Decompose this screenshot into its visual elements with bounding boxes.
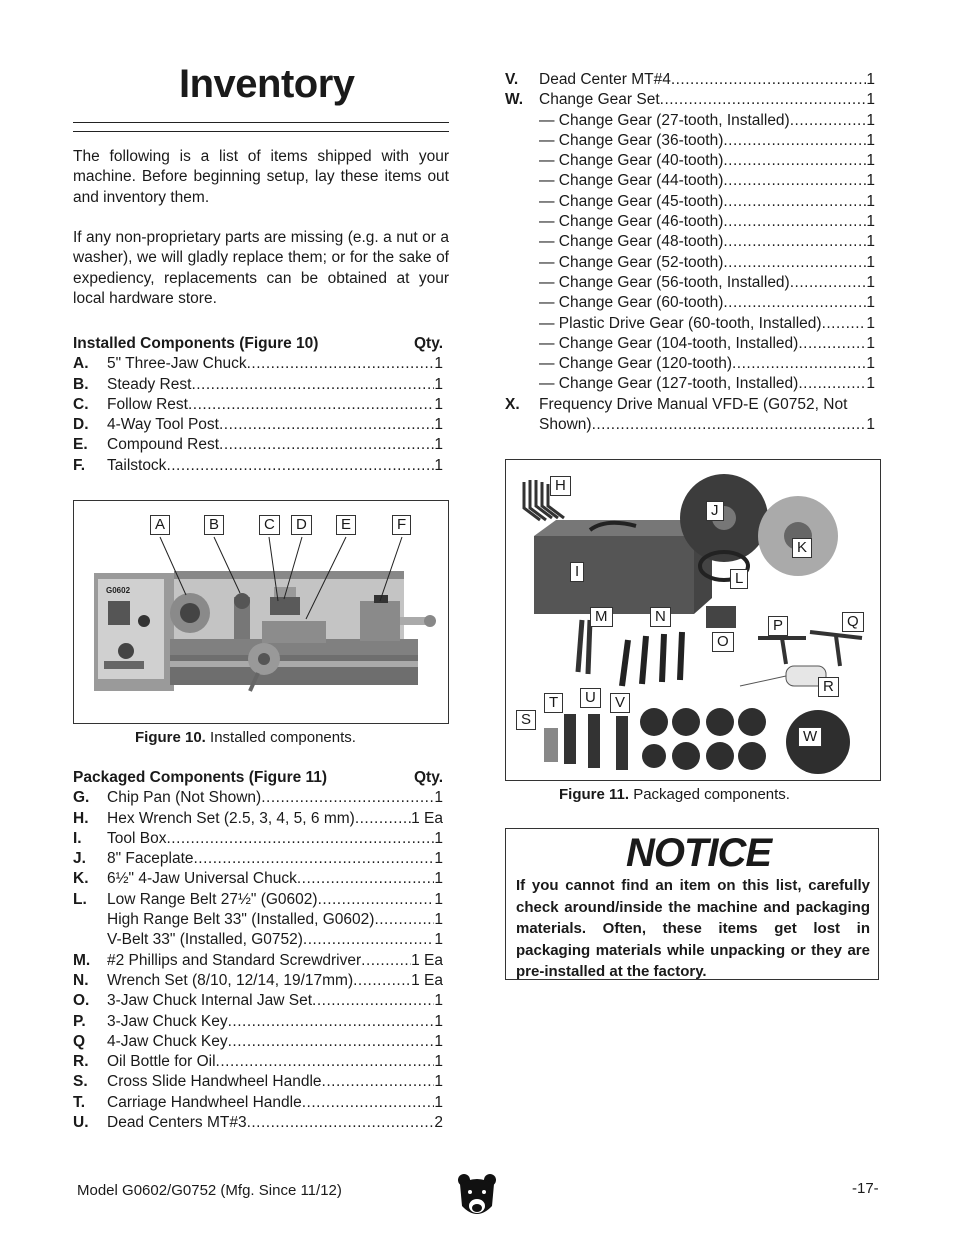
wrench-set (622, 632, 682, 686)
list-item-label: Follow Rest (107, 395, 188, 413)
installed-header (73, 334, 443, 354)
figure-11-tag-s: S (516, 710, 536, 730)
list-item-qty: 1 (866, 416, 875, 434)
list-item (505, 90, 875, 110)
intro-paragraph-2: If any non-proprietary parts are missing (e.g. a nut or a washer), we will gladly replace them; or for the sake of expediency, replacements can be obtained at your local hardware store. (73, 229, 449, 307)
list-item-qty: 1 (434, 890, 443, 908)
list-item-key (505, 232, 539, 252)
list-item-key: R. (73, 1053, 89, 1071)
list-item-qty: 1 (866, 294, 875, 312)
figure-11-caption (559, 786, 790, 803)
list-item-key (73, 930, 107, 950)
list-item (73, 849, 443, 869)
leader-dots (303, 930, 434, 950)
list-item-label: — Plastic Drive Gear (60-tooth, Installed) (539, 314, 822, 332)
leader-dots (723, 232, 866, 252)
leader-dots (219, 435, 434, 455)
list-item (73, 456, 443, 476)
list-item-label: — Change Gear (45-tooth) (539, 192, 724, 210)
list-item (505, 131, 875, 151)
list-item-label: — Change Gear (60-tooth) (539, 294, 724, 312)
list-item (73, 971, 443, 991)
list-item-label: Compound Rest (107, 436, 220, 454)
list-item-key: A. (73, 355, 89, 373)
list-item-key: H. (73, 809, 89, 827)
list-item-key: L. (73, 890, 87, 908)
figure-11-tag-w: W (798, 727, 822, 747)
leader-dots (166, 456, 434, 476)
list-item-key: I. (73, 829, 82, 847)
list-item-label: — Change Gear (104-tooth, Installed) (539, 334, 799, 352)
list-item-label: #2 Phillips and Standard Screwdriver (107, 951, 362, 969)
list-item-qty: 1 (434, 375, 443, 393)
list-item-key: D. (73, 416, 89, 434)
list-item-qty: 1 (434, 931, 443, 949)
notice-box (505, 828, 879, 980)
list-item (73, 930, 443, 950)
list-item-qty: 1 (434, 416, 443, 434)
list-item-key (505, 334, 539, 354)
packaged-components-list (73, 768, 443, 1133)
figure-11-tag-o: O (712, 632, 734, 652)
figure-11-tag-k: K (792, 538, 812, 558)
figure-11-tag-i: I (570, 562, 584, 582)
leader-dots (247, 1113, 435, 1133)
list-item (73, 415, 443, 435)
list-item-qty: 1 (434, 1032, 443, 1050)
page-number: -17- (852, 1180, 879, 1197)
figure-11-caption-text: Packaged components. (629, 786, 790, 803)
leader-dots (723, 192, 866, 212)
tailstock (360, 601, 400, 641)
list-item (505, 354, 875, 374)
list-item-key (505, 111, 539, 131)
leader-dots (318, 890, 435, 910)
list-item-label: 4-Way Tool Post (107, 416, 219, 434)
list-item-key: B. (73, 375, 89, 393)
leader-dots (297, 869, 435, 889)
list-item-key: W. (505, 91, 524, 109)
list-item-label: — Change Gear (46-tooth) (539, 213, 724, 231)
list-item (73, 1072, 443, 1092)
leader-dots (322, 1072, 435, 1092)
chuck-keys (758, 632, 862, 666)
list-item-label: — Change Gear (127-tooth, Installed) (539, 375, 799, 393)
figure-11-tag-l: L (730, 569, 748, 589)
list-item-label: — Change Gear (27-tooth, Installed) (539, 111, 790, 129)
list-item-qty: 1 (434, 1073, 443, 1091)
leader-dots (261, 788, 434, 808)
figure-11-tag-r: R (818, 677, 839, 697)
list-item (505, 273, 875, 293)
list-item-qty: 1 (434, 1053, 443, 1071)
list-item-key: G. (73, 789, 90, 807)
leader-dots (216, 1052, 435, 1072)
list-item (73, 991, 443, 1011)
list-item (73, 788, 443, 808)
list-item-key (505, 212, 539, 232)
list-item-key (505, 131, 539, 151)
packaged-header (73, 768, 443, 788)
figure-10-box (73, 500, 449, 724)
list-item-qty: 1 (434, 911, 443, 929)
leader-dots (219, 415, 434, 435)
page-title: Inventory (179, 62, 355, 106)
figure-11-tag-t: T (544, 693, 563, 713)
figure-11-tag-j: J (706, 501, 724, 521)
leader-dots (247, 354, 435, 374)
list-item-qty: 1 (434, 355, 443, 373)
leader-dots (732, 354, 866, 374)
figure-11-tag-u: U (580, 688, 601, 708)
figure-10-tag-d: D (291, 515, 312, 535)
list-item (505, 253, 875, 273)
list-item-qty: 1 (866, 253, 875, 271)
list-item-qty: 1 (434, 992, 443, 1010)
list-item-label: Wrench Set (8/10, 12/14, 19/17mm) (107, 971, 354, 989)
list-item-label: Tailstock (107, 456, 167, 474)
list-item-qty: 1 (866, 334, 875, 352)
list-item-qty: 1 (866, 172, 875, 190)
list-item-qty: 1 Ea (411, 971, 443, 989)
leader-dots (822, 314, 867, 334)
list-item-qty: 1 (866, 314, 875, 332)
right-components-list (505, 70, 875, 435)
leader-dots (723, 212, 866, 232)
list-item-label: 5" Three-Jaw Chuck (107, 355, 247, 373)
list-item (73, 809, 443, 829)
list-item-qty: 2 (434, 1114, 443, 1132)
list-item-key: X. (505, 395, 520, 413)
list-item (73, 1012, 443, 1032)
list-item (505, 293, 875, 313)
list-item-qty: 1 (434, 789, 443, 807)
list-item-key: V. (505, 71, 519, 88)
leader-dots (798, 334, 866, 354)
list-item-label: Frequency Drive Manual VFD-E (G0752, Not (539, 395, 848, 413)
list-item (73, 910, 443, 930)
list-item-x-cont (505, 415, 875, 435)
packaged-components-image (506, 460, 880, 780)
tool-box (534, 536, 694, 614)
figure-10-tag-a: A (150, 515, 170, 535)
packaged-header-label: Packaged Components (Figure 11) (73, 769, 328, 786)
list-item-label: 3-Jaw Chuck Internal Jaw Set (107, 992, 313, 1010)
leader-dots (660, 90, 867, 110)
list-item-label: — Change Gear (52-tooth) (539, 253, 724, 271)
dead-centers (588, 714, 600, 768)
list-item-key (73, 910, 107, 930)
list-item-qty: 1 (866, 355, 875, 373)
list-item-key (505, 293, 539, 313)
list-item-label: Dead Centers MT#3 (107, 1114, 247, 1132)
list-item-qty: 1 (866, 192, 875, 210)
list-item (505, 374, 875, 394)
list-item-key (505, 151, 539, 171)
list-item-qty: 1 (866, 111, 875, 129)
notice-heading: NOTICE (626, 831, 772, 875)
installed-qty-header: Qty. (414, 335, 443, 352)
list-item (73, 951, 443, 971)
leader-dots (355, 809, 411, 829)
footer-model: Model G0602/G0752 (Mfg. Since 11/12) (77, 1182, 342, 1199)
screwdrivers (578, 620, 582, 672)
list-item-label: Change Gear Set (539, 91, 660, 109)
leader-dots (188, 395, 434, 415)
list-item-key: S. (73, 1073, 88, 1091)
list-item (505, 151, 875, 171)
figure-10-tag-c: C (259, 515, 280, 535)
list-item (73, 1113, 443, 1133)
list-item-label: 6½" 4-Jaw Universal Chuck (107, 870, 297, 888)
list-item-label: Dead Center MT#4 (539, 71, 671, 88)
leader-dots (723, 171, 866, 191)
leader-dots (798, 374, 866, 394)
list-item (73, 829, 443, 849)
lathe-carriage (262, 621, 326, 643)
list-item-qty: 1 (866, 71, 875, 88)
figure-10-tag-e: E (336, 515, 356, 535)
list-item-qty: 1 (434, 1012, 443, 1030)
list-item (505, 314, 875, 334)
figure-11-tag-p: P (768, 616, 788, 636)
list-item-label: — Change Gear (48-tooth) (539, 233, 724, 251)
list-item-label: High Range Belt 33" (Installed, G0602) (107, 911, 375, 929)
list-item-key (505, 253, 539, 273)
figure-11-tag-n: N (650, 607, 671, 627)
list-item-qty: 1 (434, 456, 443, 474)
list-item-key: U. (73, 1114, 89, 1132)
grizzly-bear-logo (456, 1172, 498, 1222)
list-item-qty: 1 (434, 870, 443, 888)
figure-11-tag-m: M (590, 607, 613, 627)
list-item (505, 111, 875, 131)
list-item-qty: 1 (866, 213, 875, 231)
list-item (73, 1093, 443, 1113)
installed-header-label: Installed Components (Figure 10) (73, 335, 319, 352)
list-item (73, 1052, 443, 1072)
list-item (73, 869, 443, 889)
list-item-key: K. (73, 870, 89, 888)
figure-10-caption (135, 729, 356, 746)
leader-dots (723, 293, 866, 313)
leader-dots (191, 375, 434, 395)
title-rule-top (73, 122, 449, 123)
figure-10-tag-b: B (204, 515, 224, 535)
figure-11-caption-label: Figure 11. (559, 786, 630, 803)
list-item-label: V-Belt 33" (Installed, G0752) (107, 931, 303, 949)
list-item-qty: 1 Ea (411, 809, 443, 827)
list-item-label: Shown) (539, 416, 592, 434)
list-item-label: 8" Faceplate (107, 850, 194, 868)
list-item-label: Oil Bottle for Oil (107, 1053, 216, 1071)
figure-11-tag-q: Q (842, 612, 864, 632)
intro-paragraph-1: The following is a list of items shipped with your machine. Before beginning setup, lay these items out and inventory them. (73, 148, 449, 206)
leader-dots (312, 991, 434, 1011)
list-item-label: Carriage Handwheel Handle (107, 1093, 302, 1111)
leader-dots (671, 70, 867, 90)
leader-dots (166, 829, 434, 849)
figure-11-tag-v: V (610, 693, 630, 713)
installed-components-list (73, 334, 443, 476)
list-item-key (505, 192, 539, 212)
list-item-key (505, 314, 539, 334)
list-item-qty: 1 (434, 829, 443, 847)
list-item (73, 1032, 443, 1052)
list-item-qty: 1 (866, 152, 875, 170)
list-item (505, 171, 875, 191)
list-item-key: F. (73, 456, 86, 474)
list-item-key: C. (73, 395, 89, 413)
leader-dots (302, 1093, 435, 1113)
list-item (505, 232, 875, 252)
list-item-key (505, 273, 539, 293)
list-item (73, 890, 443, 910)
list-item (73, 354, 443, 374)
figure-10-caption-label: Figure 10. (135, 729, 206, 746)
list-item-key (505, 171, 539, 191)
list-item-label: Hex Wrench Set (2.5, 3, 4, 5, 6 mm) (107, 809, 355, 827)
leader-dots (361, 951, 411, 971)
lathe-model-plate: G0602 (106, 586, 131, 595)
figure-11-tag-h: H (550, 476, 571, 496)
internal-jaw-set (706, 606, 736, 628)
notice-body: If you cannot find an item on this list, carefully check around/inside the machine and packaging materials. Often, these items get lost in packaging materials while unpacking or they are pre-installed at the factory. (516, 877, 870, 980)
list-item-label: Tool Box (107, 829, 167, 847)
list-item-qty: 1 (866, 91, 875, 109)
handwheel-handles (544, 728, 558, 762)
title-rule-bottom (73, 131, 449, 132)
leader-dots (790, 273, 867, 293)
list-item (73, 435, 443, 455)
list-item-label: Low Range Belt 27½" (G0602) (107, 890, 318, 908)
list-item (505, 212, 875, 232)
list-item (505, 192, 875, 212)
list-item-qty: 1 (434, 436, 443, 454)
list-item-key: O. (73, 992, 90, 1010)
list-item (73, 395, 443, 415)
leader-dots (194, 849, 435, 869)
list-item-key (505, 374, 539, 394)
leader-dots (228, 1032, 435, 1052)
list-item-key: T. (73, 1093, 86, 1111)
leader-dots (723, 131, 866, 151)
list-item-qty: 1 (434, 850, 443, 868)
packaged-qty-header: Qty. (414, 769, 443, 786)
figure-10-tag-f: F (392, 515, 411, 535)
list-item-qty: 1 (434, 1093, 443, 1111)
list-item-key: E. (73, 436, 88, 454)
list-item (73, 375, 443, 395)
list-item-key: N. (73, 971, 89, 989)
leader-dots (723, 151, 866, 171)
list-item-qty: 1 (866, 233, 875, 251)
leader-dots (228, 1012, 435, 1032)
list-item (505, 70, 875, 90)
list-item-key: P. (73, 1012, 86, 1030)
tool-post (270, 597, 300, 615)
list-item-label: — Change Gear (36-tooth) (539, 131, 724, 149)
list-item-label: Chip Pan (Not Shown) (107, 789, 262, 807)
leader-dots (353, 971, 411, 991)
list-item-x (505, 395, 875, 415)
list-item-label: — Change Gear (120-tooth) (539, 355, 732, 373)
list-item-label: 4-Jaw Chuck Key (107, 1032, 228, 1050)
leader-dots (790, 111, 867, 131)
list-item-label: — Change Gear (56-tooth, Installed) (539, 273, 790, 291)
list-item-qty: 1 (866, 273, 875, 291)
list-item-label: Steady Rest (107, 375, 192, 393)
list-item-label: — Change Gear (44-tooth) (539, 172, 724, 190)
list-item-qty: 1 (866, 131, 875, 149)
list-item (505, 334, 875, 354)
list-item-key: Q (73, 1032, 86, 1050)
list-item-qty: 1 (434, 395, 443, 413)
list-item-label: Cross Slide Handwheel Handle (107, 1073, 322, 1091)
list-item-qty: 1 Ea (411, 951, 443, 969)
list-item-qty: 1 (866, 375, 875, 393)
list-item-key: J. (73, 850, 86, 868)
list-item-key (505, 354, 539, 374)
list-item-label: — Change Gear (40-tooth) (539, 152, 724, 170)
figure-10-caption-text: Installed components. (205, 729, 356, 746)
leader-dots (723, 253, 866, 273)
figure-11-box (505, 459, 881, 781)
leader-dots (374, 910, 434, 930)
list-item-key: M. (73, 951, 91, 969)
list-item-label: 3-Jaw Chuck Key (107, 1012, 228, 1030)
